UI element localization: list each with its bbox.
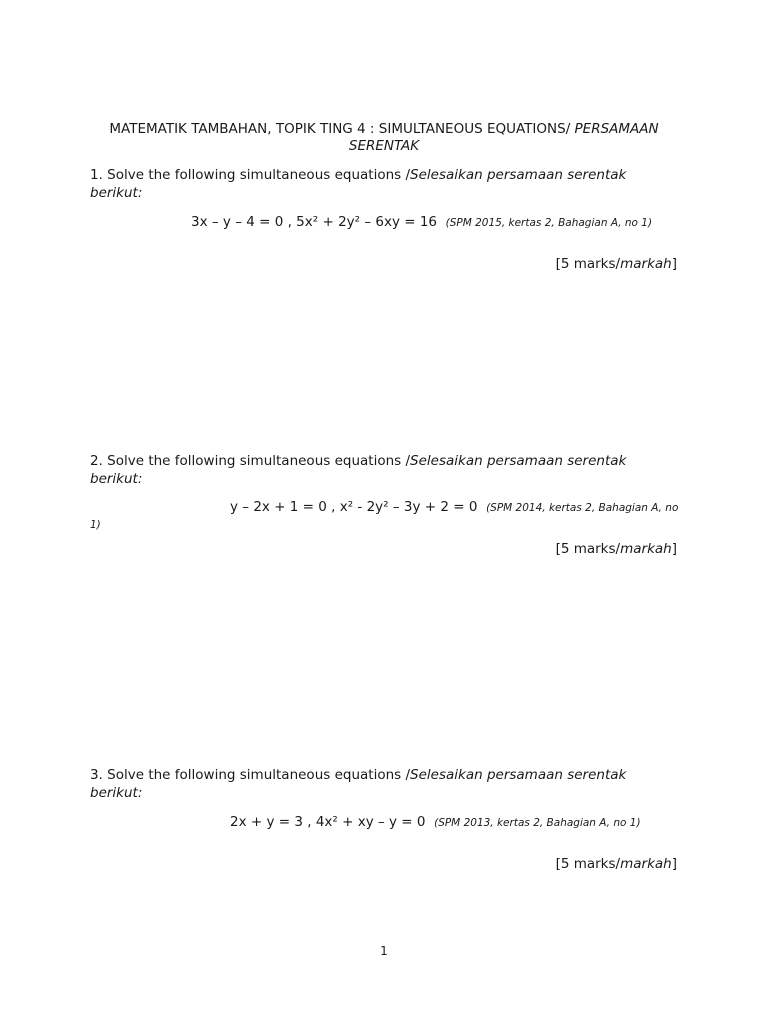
question-2-source: (SPM 2014, kertas 2, Bahagian A, no 1) <box>90 502 679 531</box>
question-2-marks-close: ] <box>671 541 677 557</box>
question-1-equation-line <box>90 214 680 231</box>
page-title <box>90 121 678 155</box>
question-2-equation: y – 2x + 1 = 0 , x² - 2y² – 3y + 2 = 0 <box>230 499 478 515</box>
question-3-marks-italic: markah <box>620 856 672 872</box>
question-3-equation-line <box>90 814 680 831</box>
question-1-source: (SPM 2015, kertas 2, Bahagian A, no 1) <box>445 217 653 229</box>
title-italic: PERSAMAAN SERENTAK <box>348 121 659 154</box>
question-1-prompt <box>90 166 680 202</box>
question-1-equation: 3x – y – 4 = 0 , 5x² + 2y² – 6xy = 16 <box>191 214 438 230</box>
question-1-marks-close: ] <box>671 256 677 272</box>
question-3-marks <box>556 855 677 873</box>
question-1-marks-italic: markah <box>620 256 672 272</box>
question-2-text-italic: Selesaikan persamaan serentak berikut: <box>90 453 627 487</box>
question-3-text-italic: Selesaikan persamaan serentak berikut: <box>90 767 627 801</box>
question-2-prompt <box>90 452 680 488</box>
question-3-prompt <box>90 766 680 802</box>
question-3-equation: 2x + y = 3 , 4x² + xy – y = 0 <box>230 814 426 830</box>
question-1-marks <box>556 255 677 273</box>
question-2-marks-label: [5 marks/ <box>555 541 621 557</box>
question-3-text: 3. Solve the following simultaneous equations / <box>90 767 411 783</box>
question-1-text: 1. Solve the following simultaneous equations / <box>90 167 411 183</box>
question-2-marks-italic: markah <box>620 541 672 557</box>
question-1-marks-label: [5 marks/ <box>555 256 621 272</box>
title-main: MATEMATIK TAMBAHAN, TOPIK TING 4 : SIMULTANEOUS EQUATIONS/ <box>109 121 571 137</box>
question-3-marks-close: ] <box>671 856 677 872</box>
question-1-text-italic: Selesaikan persamaan serentak berikut: <box>90 167 627 201</box>
question-2-marks <box>556 540 677 558</box>
page-number: 1 <box>380 944 388 958</box>
question-3-marks-label: [5 marks/ <box>555 856 621 872</box>
question-3-source: (SPM 2013, kertas 2, Bahagian A, no 1) <box>434 817 641 829</box>
question-2-equation-line <box>90 499 680 533</box>
question-2-text: 2. Solve the following simultaneous equations / <box>90 453 411 469</box>
